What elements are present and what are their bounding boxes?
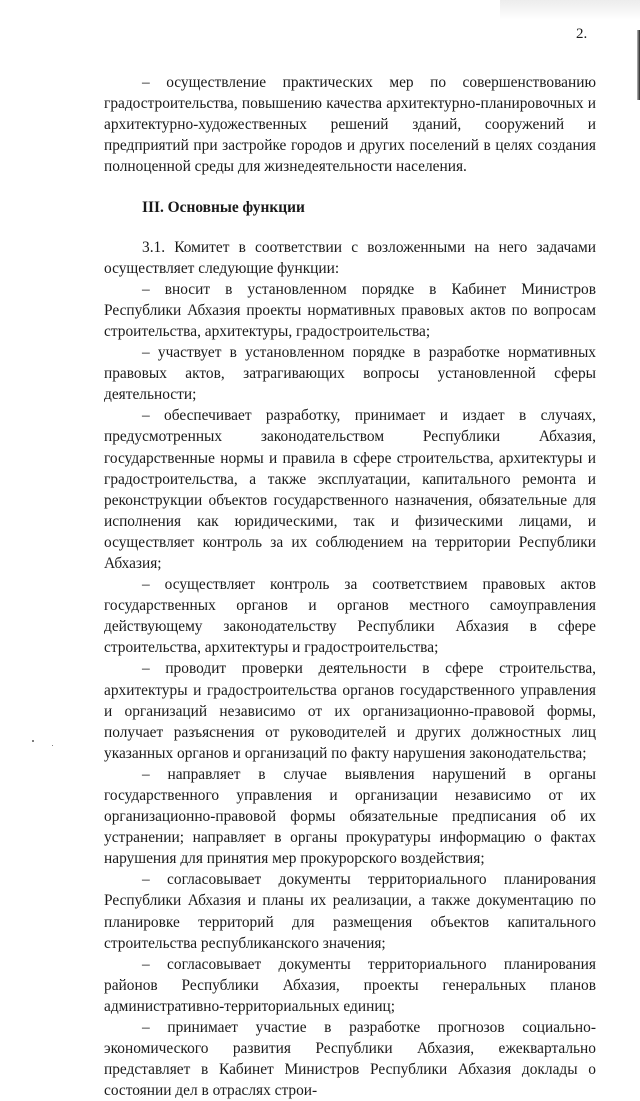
function-item: – обеспечивает разработку, принимает и издает в случаях, предусмотренных законодательством Республики Абхазия, государственные нормы и правила в сфере строительства, архитектуры и градостроительства, а также эксплуатации, капитального ремонта и реконструкции объектов государственного назначения, обязательные для исполнения как юридическими, так и физическими лицами, и осуществляет контроль за их соблюдением на территории Республики Абхазия; [104, 407, 596, 572]
function-item: – согласовывает документы территориального планирования районов Республики Абхазия, проекты генеральных планов административно-территориальных единиц; [104, 955, 596, 1015]
section-lead: 3.1. Комитет в соответствии с возложенными на него задачами осуществляет следующие функции: [104, 238, 596, 277]
function-item: – проводит проверки деятельности в сфере строительства, архитектуры и градостроительства органов государственного управления и организаций независимо от их организационно-правовой формы, получает разъяснения от руководителей и других должностных лиц указанных органов и организаций по факту нарушения законодательства; [104, 660, 596, 762]
function-item: – принимает участие в разработке прогнозов социально-экономического развития Республики Абхазия, ежеквартально представляет в Кабинет Министров Республики Абхазия доклады о состоянии дел в отраслях строи- [104, 1019, 596, 1100]
function-item: – осуществляет контроль за соответствием правовых актов государственных органов и органов местного самоуправления действующему законодательству Республики Абхазия в сфере строительства, архитектуры и градостроительства; [104, 576, 596, 657]
section-heading: III. Основные функции [142, 199, 305, 217]
function-item: – согласовывает документы территориального планирования Республики Абхазия и планы их реализации, а также документацию по планировке территорий для размещения объектов капитального строительства республиканского значения; [104, 871, 596, 952]
scan-speck [32, 740, 34, 742]
scan-speck [52, 745, 53, 746]
intro-paragraph: – осуществление практических мер по совершенствованию градостроительства, повышению качества архитектурно-планировочных и архитектурно-художественных решений зданий, сооружений и предприятий при застройке городов и других поселений в целях создания полноценной среды для жизнедеятельности населения. [104, 74, 596, 176]
page-number: 2. [576, 26, 588, 42]
function-item: – участвует в установленном порядке в разработке нормативных правовых актов, затрагивающих вопросы установленной сферы деятельности; [104, 344, 596, 404]
function-item: – вносит в установленном порядке в Кабинет Министров Республики Абхазия проекты нормативных правовых актов по вопросам строительства, архитектуры, градостроительства; [104, 280, 596, 340]
document-body [104, 72, 596, 1101]
function-item: – направляет в случае выявления нарушений в органы государственного управления и организации независимо от их организационно-правовой формы обязательные предписания об их устранении; направляет в органы прокуратуры информацию о фактах нарушения для принятия мер прокурорского воздействия; [104, 765, 596, 868]
scan-shadow [500, 0, 640, 20]
